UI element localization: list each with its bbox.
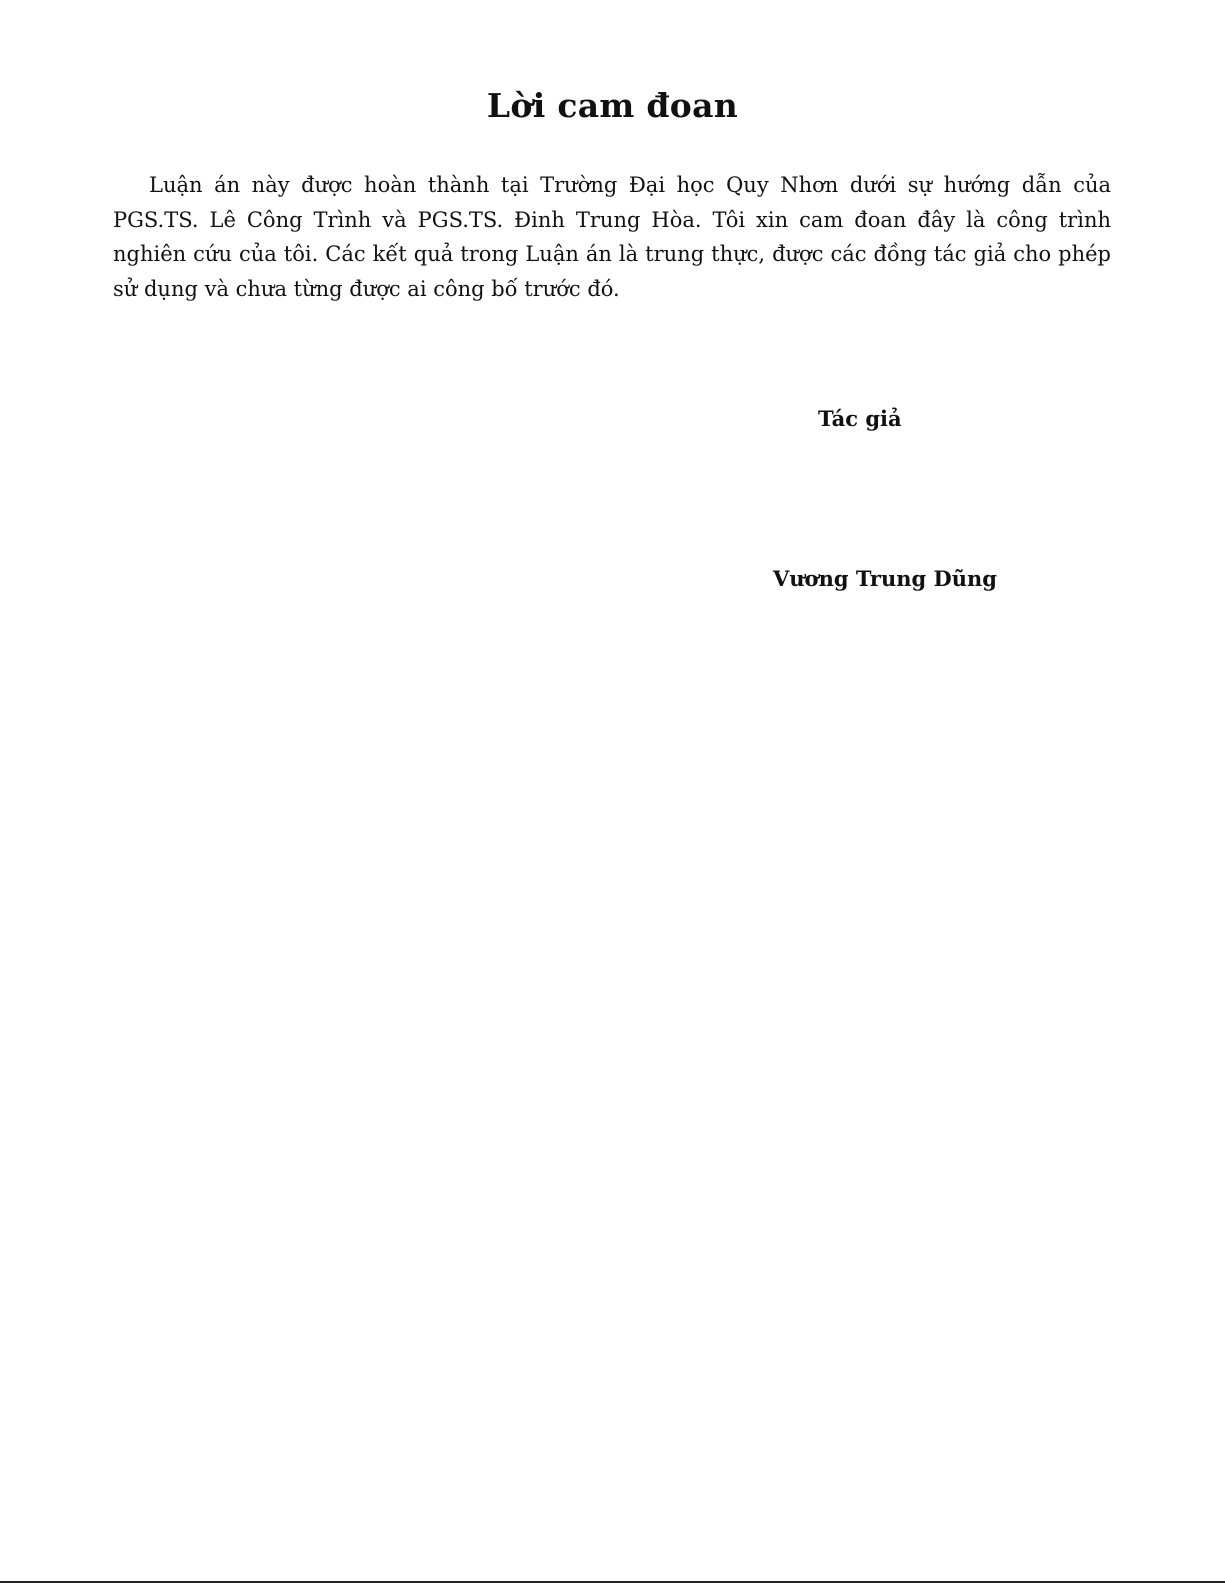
author-name: Vương Trung Dũng (773, 566, 997, 591)
bottom-divider (0, 1581, 1225, 1583)
author-label: Tác giả (818, 406, 902, 431)
declaration-paragraph: Luận án này được hoàn thành tại Trường Đại học Quy Nhơn dưới sự hướng dẫn của PGS.TS. Lê Công Trình và PGS.TS. Đinh Trung Hòa. Tôi xin cam đoan đây là công trình nghiên cứu của tôi. Các kết quả trong Luận án là trung thực, được các đồng tác giả cho phép sử dụng và chưa từng được ai công bố trước đó. (113, 173, 1111, 301)
page-title: Lời cam đoan (486, 86, 739, 125)
